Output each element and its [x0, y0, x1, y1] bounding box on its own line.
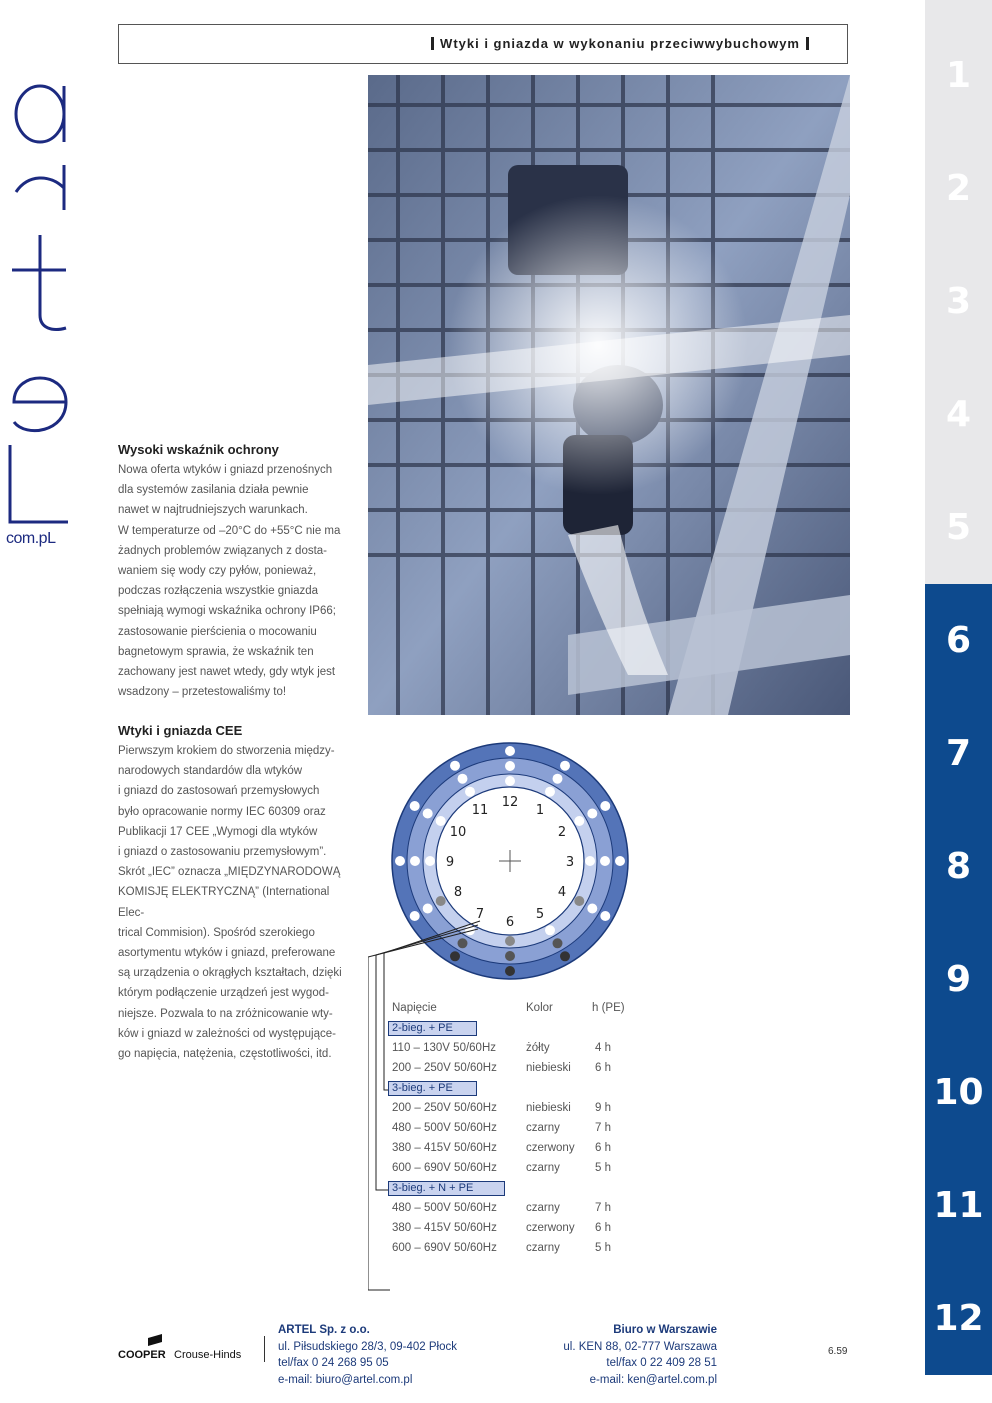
cell-pe: 6 h: [595, 1222, 611, 1234]
section-cee-line: narodowych standardów dla wtyków: [118, 765, 303, 778]
footer-address-line: ul. Piłsudskiego 28/3, 09-402 Płock: [278, 1340, 457, 1353]
section-cee-line: Skrót „IEC” oznacza „MIĘDZYNARODOWĄ: [118, 866, 341, 879]
footer-company-address: [278, 1322, 457, 1388]
artel-logo: [0, 70, 80, 550]
position-dot: [450, 761, 460, 771]
section-cee-line: i gniazd o zastosowaniu przemysłowym”.: [118, 846, 327, 859]
footer-divider: [264, 1336, 265, 1362]
cell-color: czarny: [526, 1242, 560, 1254]
cell-pe: 4 h: [595, 1042, 611, 1054]
cooper-crouse-hinds-logo: [118, 1334, 258, 1362]
position-dot: [585, 856, 595, 866]
position-dot: [423, 809, 433, 819]
section-cee-line: niejsze. Pozwala to na zróżnicowanie wty-: [118, 1007, 333, 1020]
clock-number: 2: [557, 825, 567, 840]
col-header-color: Kolor: [526, 1002, 553, 1014]
cell-pe: 9 h: [595, 1102, 611, 1114]
position-dot: [587, 809, 597, 819]
position-dot: [560, 761, 570, 771]
cell-pe: 7 h: [595, 1202, 611, 1214]
earth-position-dot: [458, 938, 468, 948]
section-cee-line: Pierwszym krokiem do stworzenia między-: [118, 745, 335, 757]
cell-color: czerwony: [526, 1222, 575, 1234]
chapter-tab-1[interactable]: 1: [925, 19, 992, 132]
section-protection-line: zastosowanie pierścienia o mocowaniu: [118, 625, 317, 638]
section-cee-line: go napięcia, natężenia, częstotliwości, itd.: [118, 1048, 332, 1061]
section-cee-line: KOMISJĘ ELEKTRYCZNĄ” (International Elec-: [118, 886, 330, 919]
cell-pe: 5 h: [595, 1162, 611, 1174]
cell-pe: 7 h: [595, 1122, 611, 1134]
clock-number: 6: [505, 915, 515, 930]
position-dot: [410, 856, 420, 866]
cell-voltage: 200 – 250V 50/60Hz: [392, 1062, 497, 1074]
position-dot: [410, 911, 420, 921]
section-protection-line: spełniają wymogi wskaźnika ochrony IP66;: [118, 605, 336, 618]
chapter-tab-5[interactable]: 5: [925, 471, 992, 584]
tab-strip-top: [925, 0, 992, 19]
section-protection-line: Nowa oferta wtyków i gniazd przenośnych: [118, 464, 333, 476]
section-protection-line: dla systemów zasilania działa pewnie: [118, 484, 309, 497]
footer-email[interactable]: e-mail: ken@artel.com.pl: [589, 1373, 717, 1386]
cell-color: czarny: [526, 1202, 560, 1214]
earth-position-dot: [450, 951, 460, 961]
chapter-tab-10[interactable]: 10: [925, 1036, 992, 1149]
earth-position-dot: [553, 938, 563, 948]
clock-number: 8: [453, 885, 463, 900]
position-dot: [600, 911, 610, 921]
footer-phone: tel/fax 0 24 268 95 05: [278, 1357, 389, 1369]
position-dot: [505, 746, 515, 756]
clock-number: 4: [557, 885, 567, 900]
clock-number: 11: [471, 803, 489, 818]
clock-number: 3: [565, 855, 575, 870]
section-protection-line: bagnetowym sprawia, że wskaźnik ten: [118, 645, 314, 658]
section-cee-line: Publikacji 17 CEE „Wymogi dla wtyków: [118, 825, 318, 838]
section-cee-line: są urządzenia o okrągłych kształtach, dzięki: [118, 967, 342, 980]
cell-pe: 5 h: [595, 1242, 611, 1254]
earth-position-dot: [505, 951, 515, 961]
footer-address-line: ul. KEN 88, 02-777 Warszawa: [563, 1340, 717, 1353]
brand-crouse-hinds: Crouse-Hinds: [174, 1349, 242, 1361]
col-header-pe: h (PE): [592, 1002, 625, 1014]
section-cee-line: ków i gniazd w zależności od występujące-: [118, 1027, 336, 1040]
cell-voltage: 480 – 500V 50/60Hz: [392, 1202, 497, 1214]
col-header-voltage: Napięcie: [392, 1002, 437, 1014]
group-label-2p: 2-bieg. + PE: [388, 1021, 477, 1036]
earth-position-dot: [505, 966, 515, 976]
cell-color: czarny: [526, 1162, 560, 1174]
cell-voltage: 200 – 250V 50/60Hz: [392, 1102, 497, 1114]
footer-email[interactable]: e-mail: biuro@artel.com.pl: [278, 1373, 413, 1386]
section-protection-heading: Wysoki wskaźnik ochrony: [118, 442, 279, 457]
footer-phone: tel/fax 0 22 409 28 51: [606, 1357, 717, 1369]
page-number: 6.59: [828, 1346, 848, 1357]
group-label-3pn: 3-bieg. + N + PE: [388, 1181, 505, 1196]
clock-number: 9: [445, 855, 455, 870]
position-dot: [545, 925, 555, 935]
position-dot: [465, 787, 475, 797]
position-dot: [615, 856, 625, 866]
brand-cooper: COOPER: [118, 1349, 166, 1361]
section-protection-line: zachowany jest nawet wtedy, gdy wtyk jest: [118, 666, 336, 679]
section-cee-line: i gniazd do zastosowań przemysłowych: [118, 785, 320, 798]
cell-color: niebieski: [526, 1102, 571, 1114]
position-dot: [600, 856, 610, 866]
section-protection-line: nawet w najtrudniejszych warunkach.: [118, 504, 308, 517]
chapter-tab-9[interactable]: 9: [925, 923, 992, 1036]
position-dot: [574, 816, 584, 826]
position-dot: [425, 856, 435, 866]
group-label-3p: 3-bieg. + PE: [388, 1081, 477, 1096]
clock-number: 10: [449, 825, 467, 840]
clock-number: 5: [535, 907, 545, 922]
position-dot: [600, 801, 610, 811]
chapter-tab-12[interactable]: 12: [925, 1262, 992, 1375]
footer-company-name: ARTEL Sp. z o.o.: [278, 1324, 370, 1336]
earth-position-dot: [574, 896, 584, 906]
section-cee-heading: Wtyki i gniazda CEE: [118, 723, 243, 738]
logo-domain: com.pL: [6, 530, 56, 547]
section-protection: [118, 440, 354, 702]
chapter-tab-7[interactable]: 7: [925, 697, 992, 810]
section-protection-line: żadnych problemów związanych z dosta-: [118, 544, 328, 557]
splash-photo: [368, 75, 850, 715]
clock-number: 1: [535, 803, 545, 818]
clock-number: 7: [475, 907, 485, 922]
header-box: [118, 24, 848, 64]
section-cee-line: trical Commision). Spośród szerokiego: [118, 926, 315, 939]
position-dot: [458, 774, 468, 784]
cell-voltage: 480 – 500V 50/60Hz: [392, 1122, 497, 1134]
earth-position-dot: [560, 951, 570, 961]
footer-warsaw-office: [563, 1322, 717, 1388]
position-dot: [395, 856, 405, 866]
position-dot: [587, 904, 597, 914]
cell-voltage: 600 – 690V 50/60Hz: [392, 1162, 497, 1174]
cell-voltage: 380 – 415V 50/60Hz: [392, 1222, 497, 1234]
chapter-tab-6[interactable]: 6: [925, 584, 992, 697]
position-dot: [436, 816, 446, 826]
cell-color: niebieski: [526, 1062, 571, 1074]
clock-number: 12: [501, 795, 519, 810]
section-cee-line: którym podłączenie urządzeń jest wygod-: [118, 987, 329, 1000]
cell-pe: 6 h: [595, 1062, 611, 1074]
position-dot: [423, 904, 433, 914]
chapter-tab-11[interactable]: 11: [925, 1149, 992, 1262]
cell-color: czerwony: [526, 1142, 575, 1154]
earth-position-dot: [436, 896, 446, 906]
cell-color: czarny: [526, 1122, 560, 1134]
cell-voltage: 380 – 415V 50/60Hz: [392, 1142, 497, 1154]
chapter-tabs: [925, 0, 992, 1403]
cell-voltage: 600 – 690V 50/60Hz: [392, 1242, 497, 1254]
section-protection-line: W temperaturze od –20°C do +55°C nie ma: [118, 524, 341, 537]
earth-position-dot: [505, 936, 515, 946]
section-cee-line: asortymentu wtyków i gniazd, preferowane: [118, 947, 336, 960]
position-dot: [545, 787, 555, 797]
section-cee-line: było opracowanie normy IEC 60309 oraz: [118, 805, 326, 818]
chapter-tab-8[interactable]: 8: [925, 810, 992, 923]
logo-letter-a: [16, 86, 64, 142]
page-title: Wtyki i gniazda w wykonaniu przeciwwybuchowym: [425, 36, 815, 51]
position-dot: [410, 801, 420, 811]
section-cee: [118, 721, 354, 1064]
cell-color: żółty: [526, 1042, 550, 1054]
section-protection-line: waniem się wody czy pyłów, ponieważ,: [118, 565, 317, 578]
footer-office-name: Biuro w Warszawie: [613, 1324, 717, 1336]
chapter-tab-4[interactable]: 4: [925, 358, 992, 471]
position-dot: [505, 776, 515, 786]
position-dot: [505, 761, 515, 771]
section-protection-line: wsadzony – przetestowaliśmy to!: [118, 686, 287, 699]
chapter-tab-3[interactable]: 3: [925, 245, 992, 358]
position-dot: [553, 774, 563, 784]
cell-voltage: 110 – 130V 50/60Hz: [392, 1042, 497, 1054]
chapter-tab-2[interactable]: 2: [925, 132, 992, 245]
section-protection-line: podczas rozłączenia wszystkie gniazda: [118, 585, 319, 598]
cell-pe: 6 h: [595, 1142, 611, 1154]
